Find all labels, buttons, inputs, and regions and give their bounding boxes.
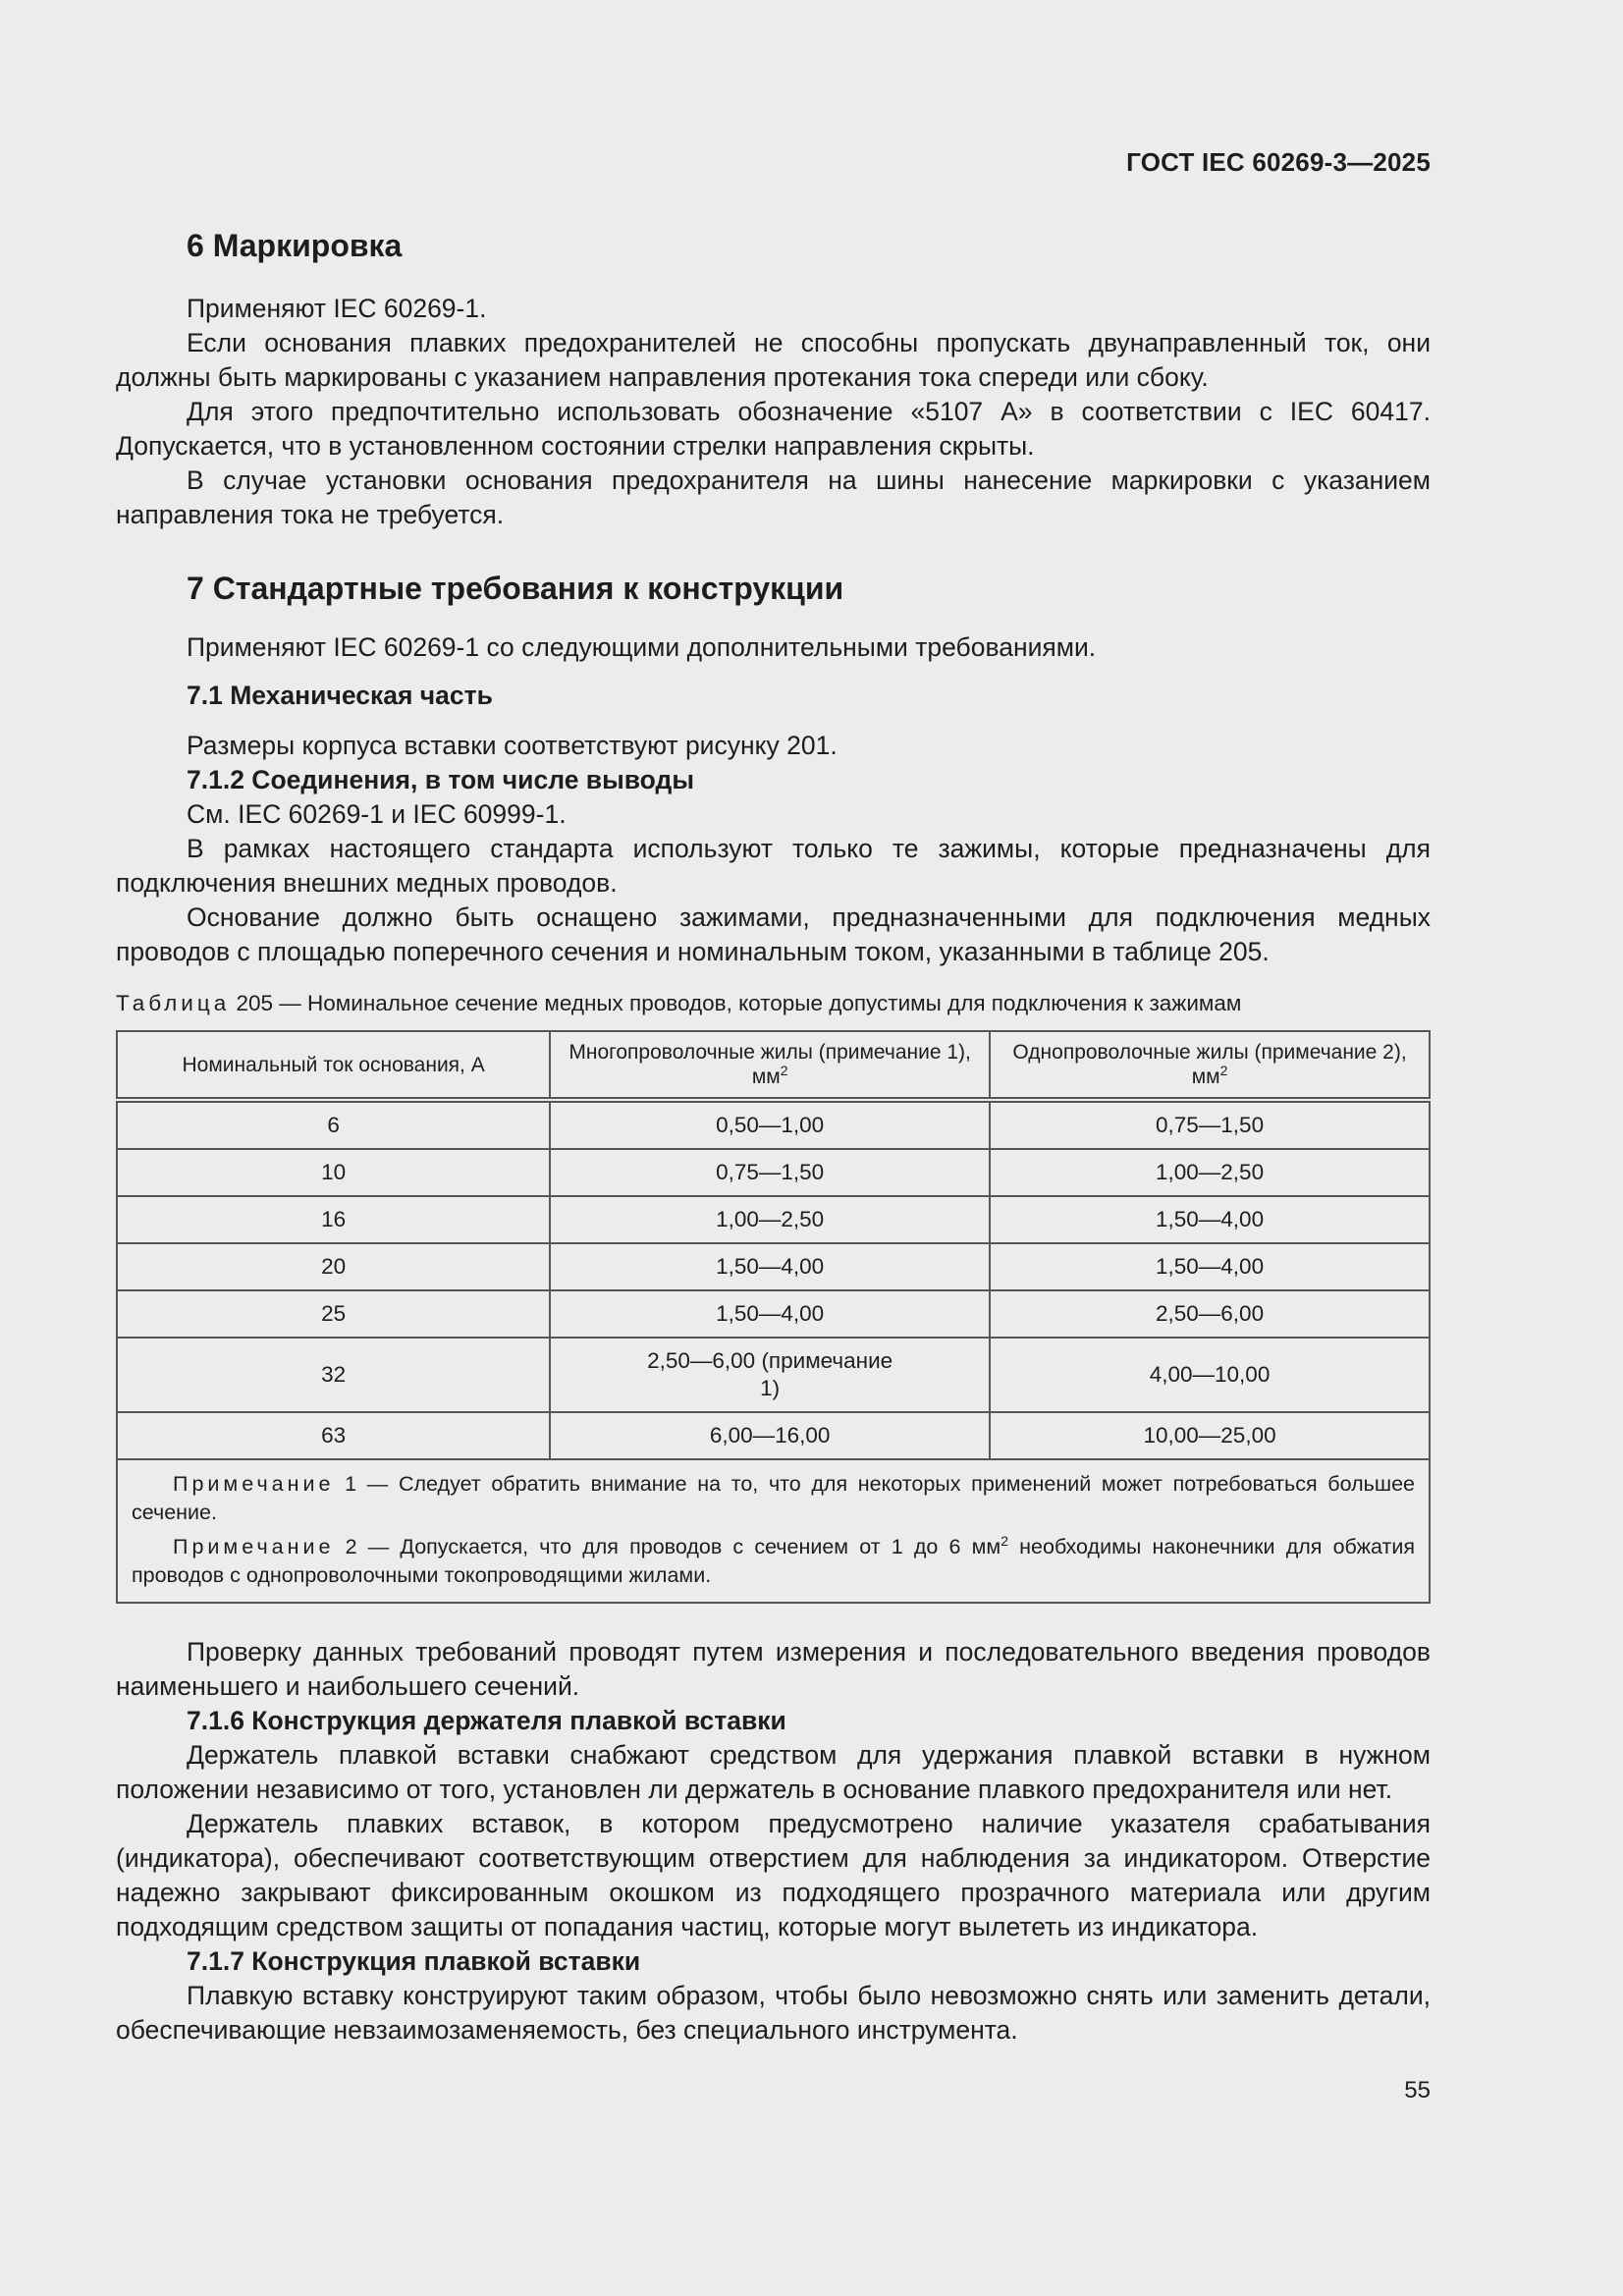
section-7-title: 7 Стандартные требования к конструкции [187,571,844,606]
table-caption-text: 205 — Номинальное сечение медных проводов, которые допустимы для подключения к зажимам [236,991,1242,1015]
subsection-7-1-title: 7.1 Механическая часть [187,681,493,710]
table-row [117,1243,1430,1290]
paragraph: Для этого предпочтительно использовать обозначение «5107 А» в соответствии с IEC 60417. Допускается, что в установленном состоянии стрелки направления скрыты. [116,397,1431,461]
table-row [117,1196,1430,1243]
table-cell: 6,00—16,00 [550,1412,990,1459]
paragraph: Держатель плавких вставок, в котором предусмотрено наличие указателя срабатывания (индикатора), обеспечивают соответствующим отверстием для наблюдения за индикатором. Отверстие надежно закрывают фиксированным окошком из подходящего прозрачного материала или другим подходящим средством защиты от попадания частиц, которые могут вылететь из индикатора. [116,1809,1431,1941]
table-cell: 63 [117,1412,550,1459]
table-cell: 1,00—2,50 [990,1149,1430,1196]
paragraph: Применяют IEC 60269-1. [187,294,487,323]
paragraph: См. IEC 60269-1 и IEC 60999-1. [187,799,567,829]
paragraph: Плавкую вставку конструируют таким образом, чтобы было невозможно снять или заменить детали, обеспечивающие невзаимозаменяемость, без специального инструмента. [116,1981,1431,2045]
table-cell: 2,50—6,00 (примечание 1) [550,1338,990,1412]
table-cell: 1,00—2,50 [550,1196,990,1243]
table-cell: 10 [117,1149,550,1196]
table-row [117,1412,1430,1459]
paragraph: В рамках настоящего стандарта используют только те зажимы, которые предназначены для подключения внешних медных проводов. [116,834,1431,898]
subsection-7-1-2-title: 7.1.2 Соединения, в том числе выводы [187,765,694,794]
table-cell: 1,50—4,00 [550,1290,990,1338]
table-row [117,1149,1430,1196]
table-cell: 4,00—10,00 [990,1338,1430,1412]
page-number: 55 [1404,2077,1431,2104]
paragraph: В случае установки основания предохранителя на шины нанесение маркировки с указанием направления тока не требуется. [116,465,1431,529]
section-6-title: 6 Маркировка [187,228,403,263]
paragraph: Держатель плавкой вставки снабжают средством для удержания плавкой вставки в нужном положении независимо от того, установлен ли держатель в основание плавкого предохранителя или нет. [116,1740,1431,1804]
document-header: ГОСТ IEC 60269-3—2025 [1126,147,1431,177]
table-row [117,1100,1430,1149]
table-cell: 25 [117,1290,550,1338]
table-cell: 1,50—4,00 [550,1243,990,1290]
page-content [116,221,1431,2048]
table-cell: 0,75—1,50 [990,1100,1430,1149]
paragraph: Размеры корпуса вставки соответствуют рисунку 201. [187,731,838,760]
table-row [117,1290,1430,1338]
table-cell: 32 [117,1338,550,1412]
paragraph: Проверку данных требований проводят путем измерения и последовательного введения проводов наименьшего и наибольшего сечений. [116,1637,1431,1701]
table-cell: 16 [117,1196,550,1243]
column-header-stranded: Многопроволочные жилы (примечание 1), $мм^2$ [550,1031,990,1100]
table-cell: 1,50—4,00 [990,1243,1430,1290]
table-caption [116,989,1431,1018]
paragraph: Если основания плавких предохранителей не способны пропускать двунаправленный ток, они должны быть маркированы с указанием направления протекания тока спереди или сбоку. [116,328,1431,392]
subsection-7-1-7-title: 7.1.7 Конструкция плавкой вставки [187,1946,641,1976]
table-cell: 0,50—1,00 [550,1100,990,1149]
paragraph: Основание должно быть оснащено зажимами, предназначенными для подключения медных проводов с площадью поперечного сечения и номинальным током, указанными в таблице 205. [116,902,1431,966]
paragraph: Применяют IEC 60269-1 со следующими дополнительными требованиями. [187,632,1097,662]
table-cell: 6 [117,1100,550,1149]
table-note-1: Примечание 1 — Следует обратить внимание на то, что для некоторых применений может потребоваться большее сечение. [132,1472,1415,1524]
table-cell: 20 [117,1243,550,1290]
table-cell: 0,75—1,50 [550,1149,990,1196]
table-cell: 10,00—25,00 [990,1412,1430,1459]
table-row [117,1338,1430,1412]
column-header-current: Номинальный ток основания, А [117,1031,550,1100]
table-notes-row [117,1459,1430,1603]
table-cell: 1,50—4,00 [990,1196,1430,1243]
table-caption-label: Таблица [116,991,231,1015]
table-cell: 2,50—6,00 [990,1290,1430,1338]
column-header-solid: Однопроволочные жилы (примечание 2), $мм^2$ [990,1031,1430,1100]
table-note-2: Примечание 2 — Допускается, что для проводов с сечением от 1 до 6 $мм^2$ необходимы наконечники для обжатия проводов с однопроволочными токопроводящими жилами. [132,1532,1415,1587]
conductor-section-table [116,1030,1431,1604]
table-notes [117,1459,1430,1603]
subsection-7-1-6-title: 7.1.6 Конструкция держателя плавкой вставки [187,1706,786,1735]
